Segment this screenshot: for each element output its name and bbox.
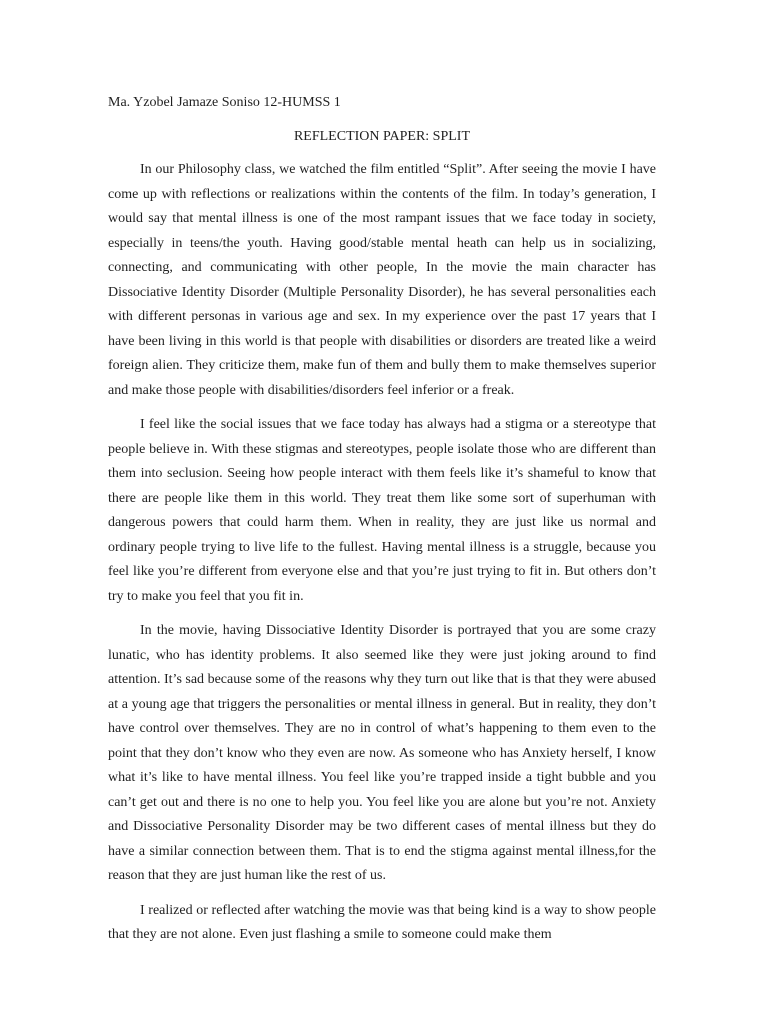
paragraph-4: I realized or reflected after watching the movie was that being kind is a way to show people that they are not alone. Even just flashing a smile to someone could make them [108, 902, 656, 942]
author-line: Ma. Yzobel Jamaze Soniso 12-HUMSS 1 [108, 95, 341, 110]
paragraph-2: I feel like the social issues that we face today has always had a stigma or a stereotype that people believe in. With these stigmas and stereotypes, people isolate those who are different than them into seclusion. Seeing how people interact with them feels like it’s shameful to know that there are people like them in this world. They treat them like some sort of superhuman with dangerous powers that could harm them. When in reality, they are just like us normal and ordinary people trying to live life to the fullest. Having mental illness is a struggle, because you feel like you’re different from everyone else and that you’re just trying to fit in. But others don’t try to make you feel that you fit in. [108, 417, 656, 604]
paragraph-3: In the movie, having Dissociative Identity Disorder is portrayed that you are some crazy lunatic, who has identity problems. It also seemed like they were just joking around to find attention. It’s sad because some of the reasons why they turn out like that is that they were abused at a young age that triggers the personalities or mental illness in general. But in reality, they don’t have control over themselves. They are no in control of what’s happening to them even to the point that they don’t know who they even are now. As someone who has Anxiety herself, I know what it’s like to have mental illness. You feel like you’re trapped inside a tight bubble and you can’t get out and there is no one to help you. You feel like you are alone but you’re not. Anxiety and Dissociative Personality Disorder may be two different cases of mental illness but they do have a similar connection between them. That is to end the stigma against mental illness,for the reason that they are just human like the rest of us. [108, 623, 656, 883]
paragraph-1: In our Philosophy class, we watched the film entitled “Split”. After seeing the movie I have come up with reflections or realizations within the contents of the film. In today’s generation, I would say that mental illness is one of the most rampant issues that we face today in society, especially in teens/the youth. Having good/stable mental heath can help us in socializing, connecting, and communicating with other people, In the movie the main character has Dissociative Identity Disorder (Multiple Personality Disorder), he has several personalities each with different personas in various age and sex. In my experience over the past 17 years that I have been living in this world is that people with disabilities or disorders are treated like a weird foreign alien. They criticize them, make fun of them and bully them to make themselves superior and make those people with disabilities/disorders feel inferior or a freak. [108, 162, 656, 398]
document-body [108, 92, 656, 948]
document-title: REFLECTION PAPER: SPLIT [293, 129, 471, 144]
